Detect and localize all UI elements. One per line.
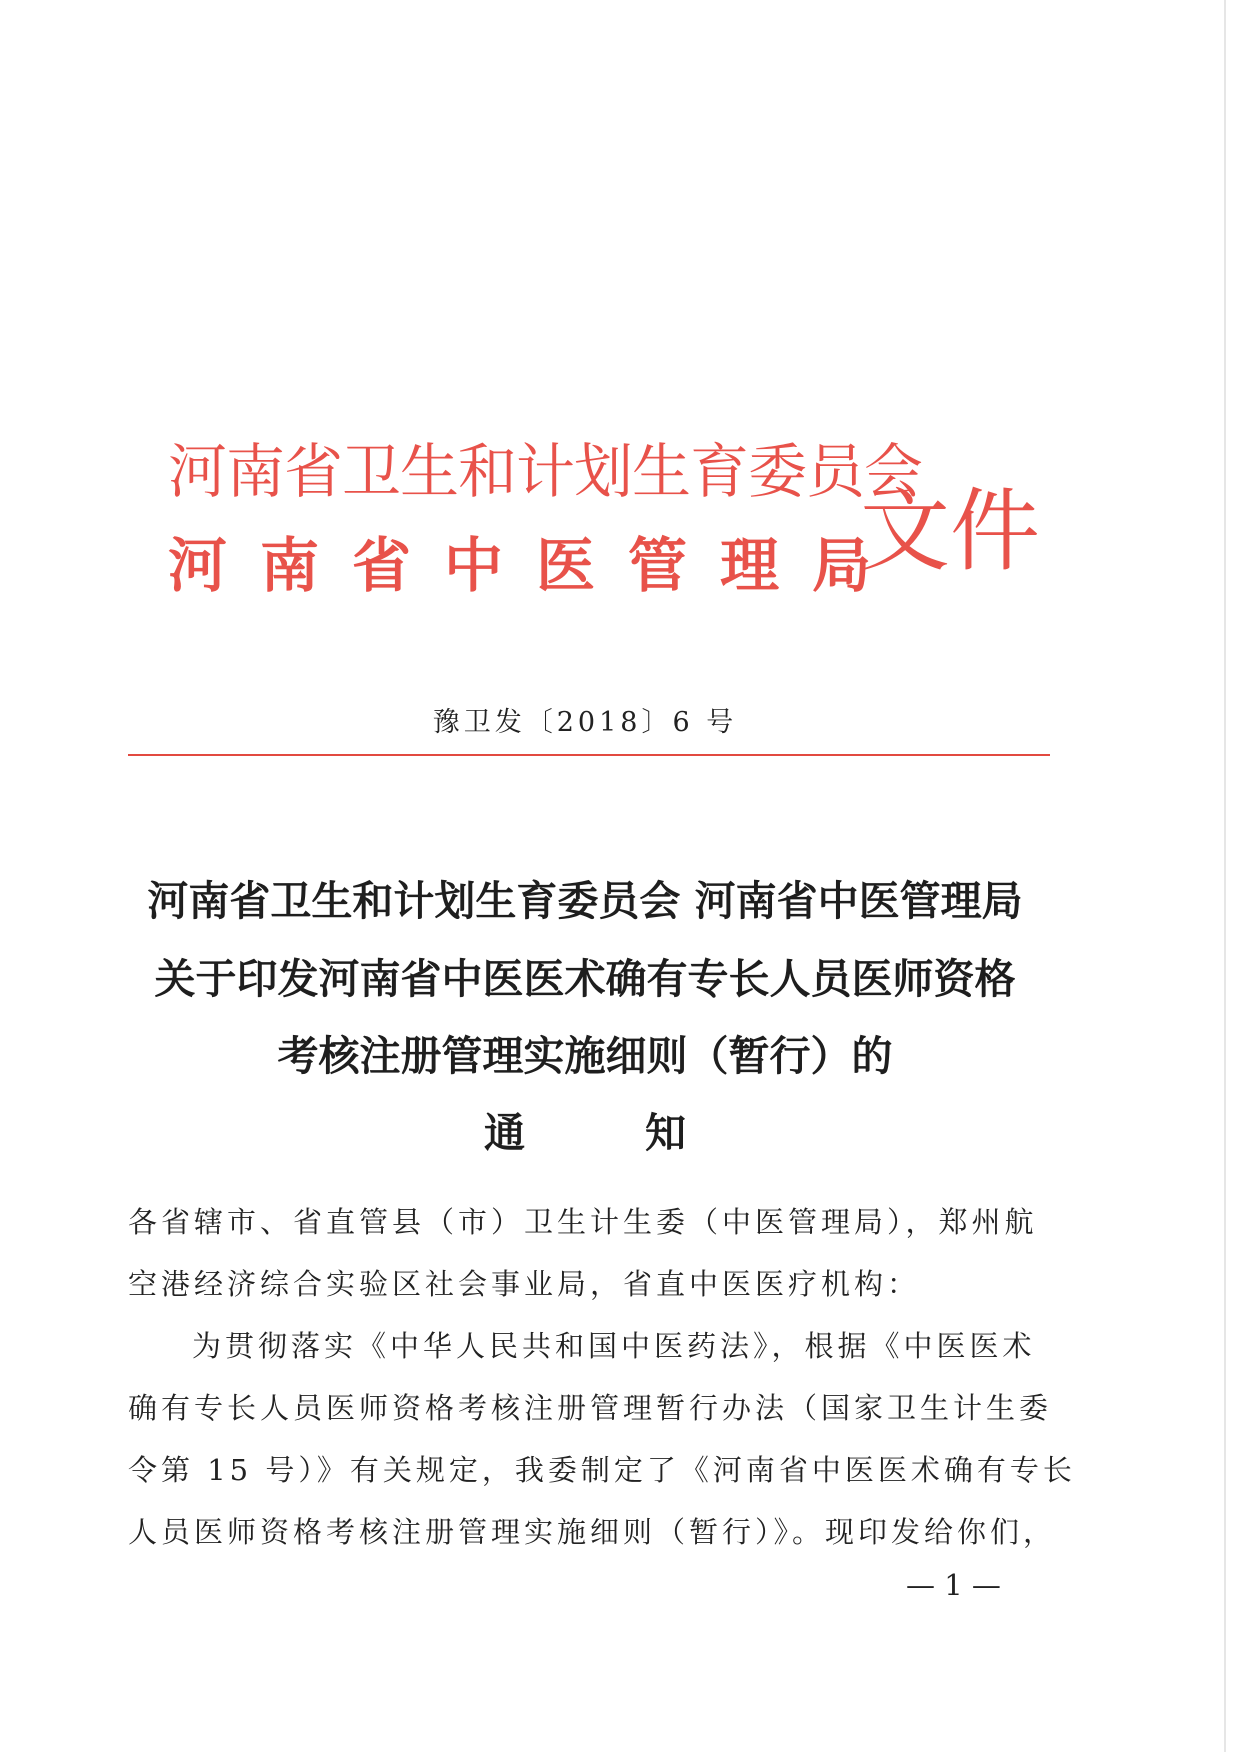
body-text-line: 为贯彻落实《中华人民共和国中医药法》，根据《中医医术 <box>192 1329 1036 1363</box>
document-number: 豫卫发〔2018〕6 号 <box>432 707 738 738</box>
notice-title-line-3: 考核注册管理实施细则（暂行）的 <box>277 1032 893 1080</box>
notice-title-line-2: 关于印发河南省中医医术确有专长人员医师资格 <box>154 955 1016 1003</box>
masthead-issuer-2: 河南省中医管理局 <box>168 531 905 600</box>
notice-title-line-4: 通知 <box>484 1109 806 1157</box>
notice-title-line-1: 河南省卫生和计划生育委员会 河南省中医管理局 <box>147 877 1023 925</box>
masthead-issuer-1: 河南省卫生和计划生育委员会 <box>168 437 923 506</box>
red-separator-line <box>128 754 1050 756</box>
body-text-line: 确有专长人员医师资格考核注册管理暂行办法（国家卫生计生委 <box>128 1391 1053 1425</box>
page-number: — 1 — <box>906 1568 1001 1602</box>
body-text-line: 空港经济综合实验区社会事业局，省直中医医疗机构： <box>128 1267 921 1301</box>
body-text-line: 令第 15 号）》有关规定，我委制定了《河南省中医医术确有专长 <box>128 1453 1076 1487</box>
scan-edge-divider <box>1224 0 1226 1752</box>
body-text-line: 各省辖市、省直管县（市）卫生计生委（中医管理局），郑州航 <box>128 1205 1038 1239</box>
body-text-line: 人员医师资格考核注册管理实施细则（暂行）》。现印发给你们， <box>128 1515 1057 1549</box>
masthead-document-label: 文件 <box>860 479 1040 584</box>
